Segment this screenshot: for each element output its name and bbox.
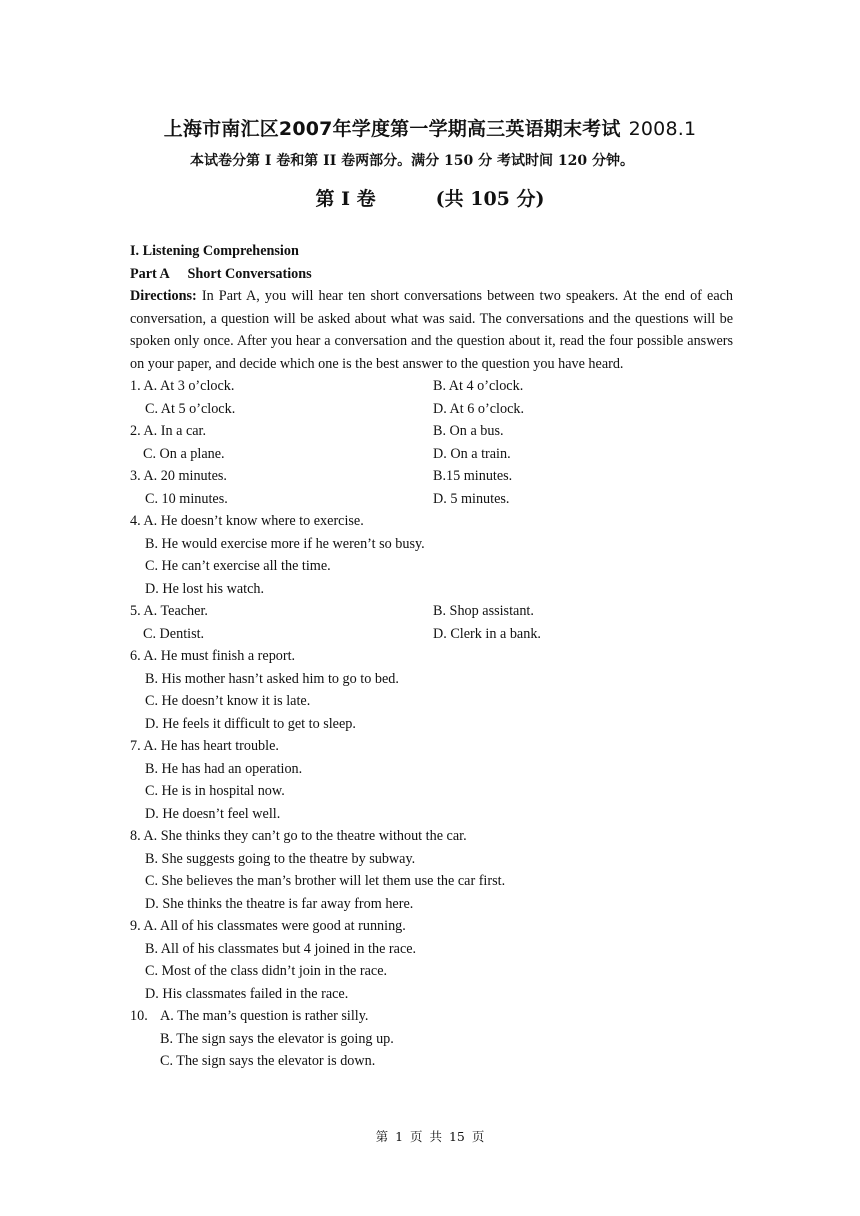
option-text: B. Shop assistant.: [433, 603, 534, 619]
option-text: A. The man’s question is rather silly.: [160, 1008, 369, 1024]
option-text: D. At 6 o’clock.: [433, 400, 525, 417]
option-text: 1. A. At 3 o’clock.: [130, 378, 235, 394]
question-2-row-1: [130, 420, 733, 443]
question-6-option-d: D. He feels it difficult to get to sleep.: [145, 715, 356, 732]
question-1-row-2: [130, 398, 733, 421]
option-text: B. At 4 o’clock.: [433, 378, 524, 394]
question-10-number: 10.: [130, 1008, 148, 1024]
question-6-option-a: 6. A. He must finish a report.: [130, 648, 296, 664]
question-4-option-c: C. He can’t exercise all the time.: [145, 558, 331, 574]
exam-instructions: 本试卷分第 I 卷和第 II 卷两部分。满分 150 分 考试时间 120 分钟。: [190, 153, 634, 169]
section-heading: I. Listening Comprehension: [130, 243, 299, 259]
question-6-option-b: B. His mother hasn’t asked him to go to bed.: [145, 670, 399, 687]
question-3-row-2: [130, 488, 733, 511]
option-text: C. On a plane.: [143, 445, 225, 462]
question-2-row-2: [130, 443, 733, 466]
question-7-option-a: 7. A. He has heart trouble.: [130, 738, 279, 754]
exam-date: 2008.1: [628, 118, 697, 140]
directions: [130, 285, 733, 375]
exam-title: [0, 114, 860, 141]
volume-label: 第 I 卷: [315, 188, 376, 210]
question-3-row-1: [130, 465, 733, 488]
part-title: Short Conversations: [187, 265, 312, 282]
question-10-option-c: C. The sign says the elevator is down.: [160, 1053, 376, 1069]
question-4-option-b: B. He would exercise more if he weren’t so busy.: [145, 535, 425, 552]
option-text: D. Clerk in a bank.: [433, 625, 541, 642]
option-text: D. On a train.: [433, 445, 511, 462]
question-1-row-1: [130, 375, 733, 398]
option-text: C. Dentist.: [143, 625, 205, 642]
question-5-row-1: [130, 600, 733, 623]
option-text: C. 10 minutes.: [145, 490, 228, 507]
directions-text: In Part A, you will hear ten short conversations between two speakers. At the end of each conversation, a question will be asked about what was said. The conversations and the questions will be spoken only once. After you hear a conversation and the question about it, read the four possible answers on your paper, and decide which one is the best answer to the question you have heard.: [130, 288, 734, 372]
option-text: 3. A. 20 minutes.: [130, 468, 227, 484]
option-text: B. On a bus.: [433, 423, 504, 439]
option-text: 5. A. Teacher.: [130, 603, 208, 619]
question-10-option-a: [130, 1005, 733, 1028]
question-8-option-a: 8. A. She thinks they can’t go to the theatre without the car.: [130, 828, 467, 844]
question-7-option-c: C. He is in hospital now.: [145, 783, 285, 799]
question-4-option-a: 4. A. He doesn’t know where to exercise.: [130, 513, 364, 529]
question-7-option-d: D. He doesn’t feel well.: [145, 805, 281, 822]
question-9-option-c: C. Most of the class didn’t join in the race.: [145, 963, 388, 979]
exam-title-text: 上海市南汇区2007年学度第一学期高三英语期末考试: [163, 118, 621, 140]
part-label: Part A: [130, 265, 170, 282]
option-text: B.15 minutes.: [433, 468, 513, 484]
page-number: 第 1 页 共 15 页: [375, 1129, 485, 1144]
question-9-option-a: 9. A. All of his classmates were good at running.: [130, 918, 406, 934]
option-text: 2. A. In a car.: [130, 423, 207, 439]
question-4-option-d: D. He lost his watch.: [145, 580, 265, 597]
question-5-row-2: [130, 623, 733, 646]
volume-points: (共 105 分): [435, 188, 545, 210]
option-text: D. 5 minutes.: [433, 490, 510, 507]
exam-content: [130, 240, 733, 1073]
question-6-option-c: C. He doesn’t know it is late.: [145, 693, 311, 709]
volume-heading: [0, 184, 860, 211]
question-8-option-c: C. She believes the man’s brother will let them use the car first.: [145, 873, 506, 889]
question-9-option-d: D. His classmates failed in the race.: [145, 985, 349, 1002]
part-heading: [130, 263, 733, 286]
question-9-option-b: B. All of his classmates but 4 joined in the race.: [145, 940, 417, 957]
question-8-option-b: B. She suggests going to the theatre by subway.: [145, 850, 416, 867]
question-8-option-d: D. She thinks the theatre is far away from here.: [145, 895, 414, 912]
option-text: C. At 5 o’clock.: [145, 400, 236, 417]
question-7-option-b: B. He has had an operation.: [145, 760, 303, 777]
question-10-option-b: B. The sign says the elevator is going up.: [160, 1030, 394, 1047]
directions-label: Directions:: [130, 288, 197, 304]
